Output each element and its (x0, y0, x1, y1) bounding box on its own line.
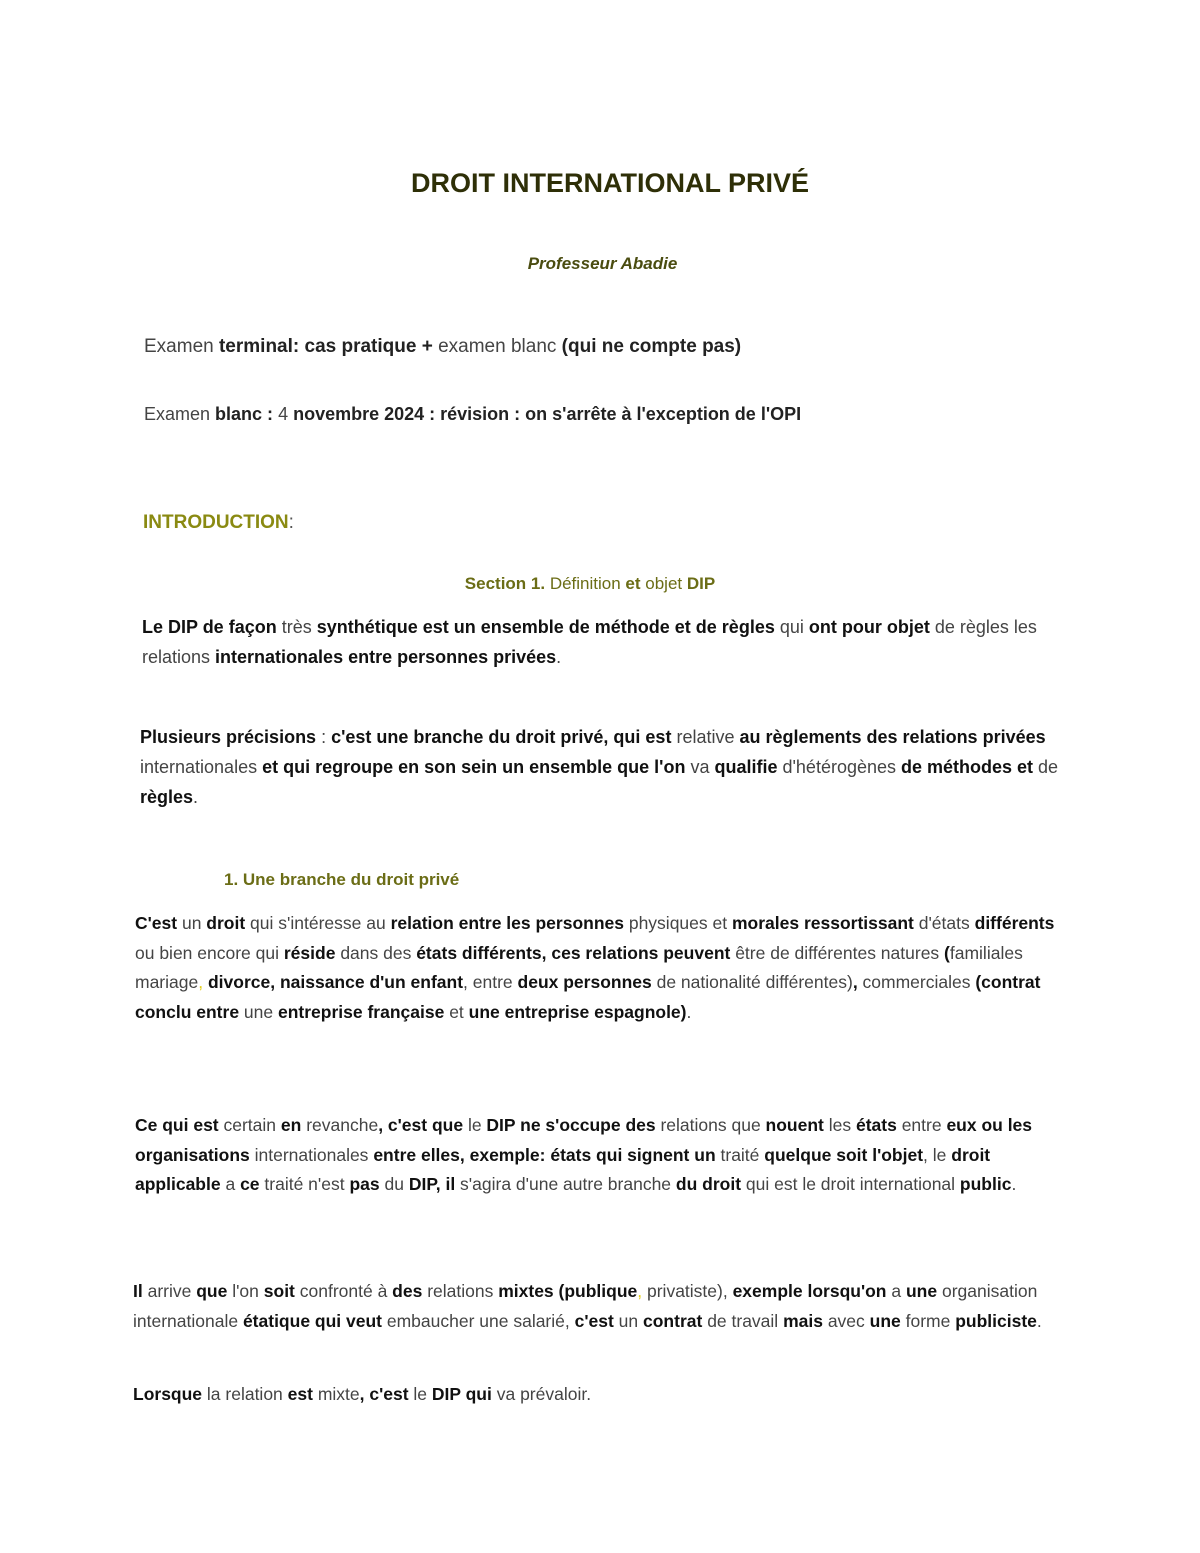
bold-text-run: Il (133, 1281, 148, 1301)
bold-text-run: (qui ne compte pas) (561, 336, 742, 357)
text-run: examen blanc (438, 336, 562, 357)
bold-text-run: mais (783, 1310, 828, 1331)
bold-text-run: deux personnes (517, 972, 657, 992)
bold-text-run: entreprise française (277, 1001, 450, 1022)
text-run: un (181, 913, 207, 933)
text-run: organisation internationale (133, 1281, 1038, 1331)
text-run: l'on (232, 1281, 264, 1301)
text-run: . (556, 647, 562, 667)
bold-text-run: que (196, 1281, 233, 1301)
text-run: Examen (144, 336, 219, 357)
text-run: va prévaloir. (496, 1384, 592, 1404)
text-run: ou bien encore qui (135, 942, 284, 963)
bold-text-run: c'est une branche du droit privé, qui est (331, 727, 677, 747)
introduction-label: INTRODUCTION (143, 512, 289, 533)
bold-text-run: soit (263, 1281, 300, 1301)
text-run: et (449, 1001, 469, 1022)
bold-text-run: règles (140, 787, 194, 807)
text-run: le (467, 1115, 487, 1135)
bold-text-run: différents (974, 913, 1055, 933)
bold-text-run: une entreprise espagnole) (468, 1001, 687, 1022)
bold-text-run: publiciste (955, 1310, 1037, 1331)
text-run: mixte (317, 1384, 360, 1404)
text-run: relative (676, 727, 740, 747)
bold-text-run: Plusieurs précisions (140, 727, 322, 747)
bold-text-run: nouent (765, 1115, 829, 1135)
text-run: va (690, 757, 715, 777)
text-run: . (686, 1001, 692, 1022)
bold-text-run: Le DIP de façon (142, 617, 282, 637)
bold-text-run: Lorsque (133, 1384, 207, 1404)
text-run: . (193, 787, 199, 807)
bold-text-run: droit (206, 913, 251, 933)
section-number: Section 1. (464, 574, 546, 593)
text-run: de nationalité différentes) (656, 972, 853, 992)
bold-text-run: au règlements des relations privées (739, 727, 1046, 747)
bold-text-run: public (959, 1174, 1012, 1194)
bold-text-run: internationales entre personnes privées (215, 647, 557, 667)
text-run: le (413, 1384, 432, 1404)
text-run: d'hétérogènes (782, 757, 901, 777)
bold-text-run: terminal: cas pratique + (218, 336, 439, 357)
text-run: les (828, 1115, 856, 1135)
text-run: a (891, 1281, 906, 1301)
text-run: la relation (206, 1384, 288, 1404)
section-text-1: Définition (545, 574, 626, 593)
bold-text-run: DIP qui (431, 1384, 497, 1404)
bold-text-run: mixtes (publique (498, 1281, 638, 1301)
text-run: qui s'intéresse au (250, 913, 391, 933)
text-run: : (321, 727, 332, 747)
bold-text-run: étatique qui veut (242, 1310, 387, 1331)
bold-text-run: , c'est (359, 1384, 414, 1404)
text-run: relations que (660, 1115, 766, 1135)
text-run: commerciales (862, 972, 976, 992)
bold-text-run: (contrat conclu entre (135, 972, 1041, 1022)
paragraph-relations (135, 909, 1075, 1027)
text-run: . (1011, 1174, 1017, 1194)
bold-text-run: quelque soit l'objet (764, 1144, 924, 1165)
bold-text-run: ont pour objet (808, 617, 935, 637)
bold-text-run: morales ressortissant (731, 913, 919, 933)
paragraph-precisions (140, 722, 1070, 812)
section-1-heading (0, 574, 1180, 594)
bold-text-run: une (869, 1310, 906, 1331)
exam-info-line-2 (144, 400, 864, 429)
text-run: familiales mariage (135, 942, 1023, 992)
bold-text-run: est (287, 1384, 318, 1404)
text-run: être de différentes natures (735, 942, 945, 963)
text-run: qui (779, 617, 809, 637)
text-run: internationales (140, 757, 263, 777)
text-run: certain (223, 1115, 281, 1135)
introduction-colon: : (288, 512, 294, 533)
text-run: physiques et (628, 913, 732, 933)
bold-text-run: DIP ne s'occupe des (486, 1115, 661, 1135)
bold-text-run: blanc : (215, 404, 279, 424)
bold-text-run: du droit (675, 1174, 746, 1194)
professor-name: Professeur Abadie (527, 254, 678, 273)
text-run: . (1036, 1310, 1042, 1331)
bold-text-run: des (392, 1281, 428, 1301)
paragraph-certain (135, 1111, 1075, 1200)
bold-text-run: états différents, ces relations peuvent (416, 942, 736, 963)
bold-text-run: , c'est que (378, 1115, 468, 1135)
paragraph-conclusion (133, 1380, 1073, 1409)
bold-text-run: , (852, 972, 863, 992)
text-run: qui est le droit international (745, 1174, 960, 1194)
text-run: avec (827, 1310, 870, 1331)
text-run: de règles les relations (142, 617, 1037, 667)
section-and: et (625, 574, 641, 593)
text-run: s'agira d'une autre branche (460, 1174, 676, 1194)
text-run: privatiste), (647, 1281, 733, 1301)
text-run: traité (720, 1144, 765, 1165)
text-run: , (198, 972, 208, 992)
exam-info-line-1 (144, 332, 804, 361)
bold-text-run: en (280, 1115, 307, 1135)
subheading-branch: 1. Une branche du droit privé (224, 870, 460, 889)
bold-text-run: réside (283, 942, 341, 963)
text-run: internationales (254, 1144, 374, 1165)
text-run: dans des (340, 942, 417, 963)
bold-text-run: divorce, naissance d'un enfant (207, 972, 464, 992)
paragraph-definition (142, 612, 1072, 672)
text-run: de (1038, 757, 1059, 777)
text-run: embaucher une salarié, (386, 1310, 575, 1331)
bold-text-run: ce (240, 1174, 265, 1194)
text-run: , le (923, 1144, 952, 1165)
text-run: de travail (707, 1310, 784, 1331)
text-run: entre (901, 1115, 947, 1135)
bold-text-run: droit applicable (135, 1144, 991, 1194)
text-run: une (243, 1001, 278, 1022)
bold-text-run: DIP, il (408, 1174, 461, 1194)
text-run: très (281, 617, 317, 637)
bold-text-run: Ce qui est (135, 1115, 224, 1135)
section-text-2: objet (640, 574, 687, 593)
bold-text-run: c'est (574, 1310, 619, 1331)
bold-text-run: contrat (643, 1310, 708, 1331)
text-run: , entre (463, 972, 518, 992)
document-title: DROIT INTERNATIONAL PRIVÉ (410, 168, 809, 198)
bold-text-run: et qui regroupe en son sein un ensemble que l'on (262, 757, 691, 777)
text-run: d'états (918, 913, 975, 933)
text-run: confronté à (299, 1281, 393, 1301)
text-run: , (637, 1281, 647, 1301)
bold-text-run: une (905, 1281, 942, 1301)
bold-text-run: de méthodes et (901, 757, 1039, 777)
text-run: 4 (278, 404, 294, 424)
text-run: relations (427, 1281, 499, 1301)
bold-text-run: exemple lorsqu'on (732, 1281, 892, 1301)
bold-text-run: eux ou les organisations (135, 1115, 1033, 1165)
text-run: du (384, 1174, 409, 1194)
text-run: a (225, 1174, 241, 1194)
bold-text-run: entre elles, exemple: états qui signent un (373, 1144, 721, 1165)
paragraph-mixed (133, 1277, 1073, 1336)
bold-text-run: ( (944, 942, 950, 963)
bold-text-run: états (855, 1115, 902, 1135)
bold-text-run: synthétique est un ensemble de méthode et de règles (316, 617, 780, 637)
bold-text-run: qualifie (714, 757, 783, 777)
bold-text-run: novembre 2024 : révision : on s'arrête à l'exception de l'OPI (293, 404, 802, 424)
bold-text-run: pas (349, 1174, 385, 1194)
text-run: arrive (147, 1281, 197, 1301)
text-run: forme (905, 1310, 956, 1331)
text-run: un (618, 1310, 643, 1331)
text-run: Examen (144, 404, 216, 424)
text-run: traité n'est (264, 1174, 350, 1194)
bold-text-run: C'est (135, 913, 182, 933)
bold-text-run: relation entre les personnes (390, 913, 629, 933)
introduction-heading (143, 512, 294, 534)
text-run: revanche (306, 1115, 379, 1135)
section-dip: DIP (686, 574, 716, 593)
